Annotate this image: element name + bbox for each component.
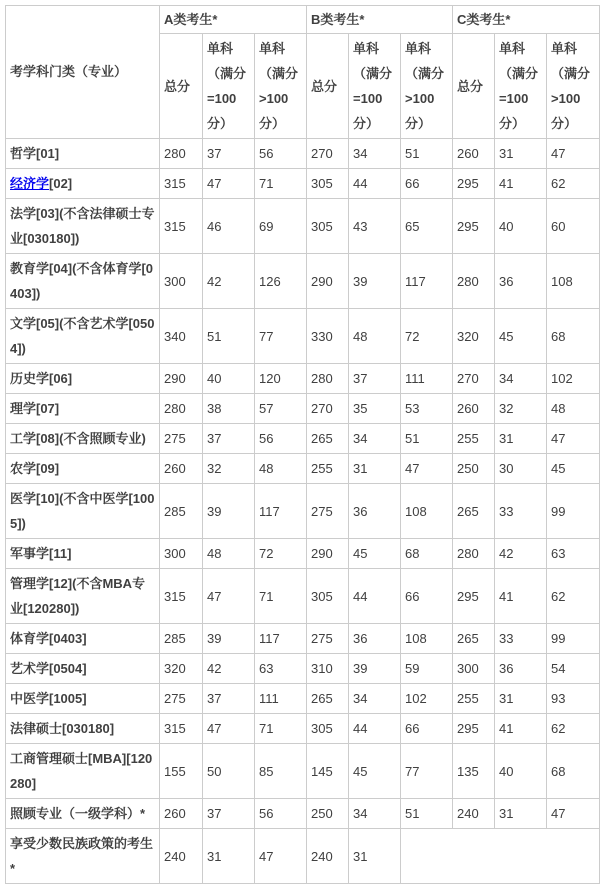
row-label: 艺术学[0504]: [6, 654, 160, 684]
score-cell: 66: [401, 169, 453, 199]
score-line-table: [5, 5, 600, 884]
score-cell: 47: [203, 169, 255, 199]
score-cell: 155: [160, 744, 203, 799]
score-cell: 40: [203, 364, 255, 394]
score-cell: 66: [401, 714, 453, 744]
score-cell: 40: [495, 744, 547, 799]
score-cell: 85: [255, 744, 307, 799]
score-cell: 68: [547, 309, 600, 364]
score-cell: 47: [547, 424, 600, 454]
score-cell: 37: [349, 364, 401, 394]
subheader-singleover100-a: 单科（满分>100分）: [255, 34, 307, 139]
table-row: [6, 829, 600, 884]
score-cell: 48: [203, 539, 255, 569]
score-cell: 275: [307, 624, 349, 654]
score-cell: 36: [495, 254, 547, 309]
subheader-singleover100-c: 单科（满分>100分）: [547, 34, 600, 139]
score-cell: 42: [203, 254, 255, 309]
score-cell: 53: [401, 394, 453, 424]
score-cell: 48: [547, 394, 600, 424]
score-cell: 31: [495, 799, 547, 829]
score-cell: 47: [401, 454, 453, 484]
group-header-b: B类考生*: [307, 6, 453, 34]
score-cell: 310: [307, 654, 349, 684]
score-cell: 255: [453, 424, 495, 454]
row-label: 历史学[06]: [6, 364, 160, 394]
score-cell: 41: [495, 569, 547, 624]
score-cell: 45: [547, 454, 600, 484]
score-cell: 34: [349, 139, 401, 169]
score-cell: 111: [255, 684, 307, 714]
row-label: 法律硕士[030180]: [6, 714, 160, 744]
empty-cell: [401, 829, 600, 884]
score-cell: 117: [255, 484, 307, 539]
score-cell: 45: [349, 744, 401, 799]
score-cell: 62: [547, 169, 600, 199]
score-cell: 295: [453, 714, 495, 744]
score-cell: 320: [453, 309, 495, 364]
score-cell: 63: [255, 654, 307, 684]
score-cell: 41: [495, 169, 547, 199]
row-label: 哲学[01]: [6, 139, 160, 169]
score-cell: 240: [160, 829, 203, 884]
score-cell: 42: [203, 654, 255, 684]
score-cell: 250: [453, 454, 495, 484]
score-cell: 37: [203, 684, 255, 714]
score-cell: 270: [307, 394, 349, 424]
row-label: 教育学[04](不含体育学[0403]): [6, 254, 160, 309]
score-cell: 315: [160, 569, 203, 624]
score-cell: 47: [547, 799, 600, 829]
score-cell: 270: [307, 139, 349, 169]
row-label: 中医学[1005]: [6, 684, 160, 714]
row-label: 工商管理硕士[MBA][120280]: [6, 744, 160, 799]
score-cell: 41: [495, 714, 547, 744]
score-cell: 260: [160, 454, 203, 484]
score-cell: 45: [495, 309, 547, 364]
score-cell: 275: [160, 684, 203, 714]
score-cell: 77: [255, 309, 307, 364]
table-header-row-groups: [6, 6, 600, 34]
score-cell: 280: [307, 364, 349, 394]
table-row: [6, 454, 600, 484]
score-cell: 44: [349, 714, 401, 744]
score-cell: 45: [349, 539, 401, 569]
score-cell: 305: [307, 169, 349, 199]
score-cell: 68: [401, 539, 453, 569]
score-cell: 72: [401, 309, 453, 364]
row-label: 管理学[12](不含MBA专业[120280]): [6, 569, 160, 624]
score-cell: 57: [255, 394, 307, 424]
score-cell: 265: [307, 424, 349, 454]
score-cell: 47: [203, 714, 255, 744]
score-cell: 33: [495, 484, 547, 539]
score-cell: 56: [255, 799, 307, 829]
table-row: [6, 714, 600, 744]
row-label: 法学[03](不含法律硕士专业[030180]): [6, 199, 160, 254]
score-cell: 285: [160, 484, 203, 539]
score-cell: 34: [349, 684, 401, 714]
table-row: [6, 484, 600, 539]
score-cell: 60: [547, 199, 600, 254]
table-row: [6, 394, 600, 424]
score-cell: 275: [307, 484, 349, 539]
score-cell: 260: [453, 139, 495, 169]
score-cell: 38: [203, 394, 255, 424]
score-cell: 46: [203, 199, 255, 254]
score-cell: 48: [255, 454, 307, 484]
row-label: 军事学[11]: [6, 539, 160, 569]
subheader-total-a: 总分: [160, 34, 203, 139]
row-label: [6, 169, 160, 199]
score-cell: 31: [495, 139, 547, 169]
score-cell: 145: [307, 744, 349, 799]
score-cell: 34: [349, 799, 401, 829]
score-cell: 77: [401, 744, 453, 799]
score-cell: 65: [401, 199, 453, 254]
score-cell: 108: [401, 624, 453, 654]
score-cell: 275: [160, 424, 203, 454]
score-cell: 43: [349, 199, 401, 254]
score-cell: 47: [203, 569, 255, 624]
table-row: [6, 169, 600, 199]
score-cell: 280: [160, 394, 203, 424]
row-label: 体育学[0403]: [6, 624, 160, 654]
score-cell: 295: [453, 199, 495, 254]
score-cell: 51: [401, 424, 453, 454]
score-cell: 305: [307, 569, 349, 624]
score-cell: 300: [160, 254, 203, 309]
table-row: [6, 654, 600, 684]
table-row: [6, 139, 600, 169]
subheader-total-c: 总分: [453, 34, 495, 139]
score-cell: 39: [203, 624, 255, 654]
score-cell: 295: [453, 169, 495, 199]
row-label: 理学[07]: [6, 394, 160, 424]
table-row: [6, 744, 600, 799]
score-cell: 48: [349, 309, 401, 364]
score-cell: 44: [349, 169, 401, 199]
score-cell: 117: [255, 624, 307, 654]
row-label: 文学[05](不含艺术学[0504]): [6, 309, 160, 364]
subheader-single100-b: 单科（满分=100分）: [349, 34, 401, 139]
score-cell: 71: [255, 169, 307, 199]
score-cell: 108: [401, 484, 453, 539]
score-cell: 34: [349, 424, 401, 454]
score-cell: 240: [307, 829, 349, 884]
score-cell: 35: [349, 394, 401, 424]
score-cell: 47: [255, 829, 307, 884]
score-cell: 255: [453, 684, 495, 714]
score-cell: 290: [160, 364, 203, 394]
score-cell: 315: [160, 169, 203, 199]
score-cell: 300: [160, 539, 203, 569]
score-cell: 111: [401, 364, 453, 394]
row-label: 享受少数民族政策的考生*: [6, 829, 160, 884]
score-cell: 59: [401, 654, 453, 684]
table-row: [6, 364, 600, 394]
table-row: [6, 684, 600, 714]
score-cell: 120: [255, 364, 307, 394]
score-cell: 280: [453, 539, 495, 569]
score-cell: 32: [203, 454, 255, 484]
table-row: [6, 569, 600, 624]
table-row: [6, 199, 600, 254]
score-cell: 71: [255, 569, 307, 624]
table-row: [6, 424, 600, 454]
score-cell: 126: [255, 254, 307, 309]
score-cell: 117: [401, 254, 453, 309]
score-cell: 71: [255, 714, 307, 744]
score-cell: 30: [495, 454, 547, 484]
score-cell: 31: [349, 454, 401, 484]
score-cell: 260: [160, 799, 203, 829]
score-cell: 34: [495, 364, 547, 394]
score-cell: 315: [160, 199, 203, 254]
row-label: 医学[10](不含中医学[1005]): [6, 484, 160, 539]
score-cell: 320: [160, 654, 203, 684]
score-cell: 265: [307, 684, 349, 714]
table-row: [6, 799, 600, 829]
score-cell: 108: [547, 254, 600, 309]
score-cell: 255: [307, 454, 349, 484]
score-cell: 36: [349, 484, 401, 539]
subheader-total-b: 总分: [307, 34, 349, 139]
subheader-single100-a: 单科（满分=100分）: [203, 34, 255, 139]
score-cell: 290: [307, 254, 349, 309]
score-cell: 300: [453, 654, 495, 684]
score-cell: 37: [203, 799, 255, 829]
score-cell: 72: [255, 539, 307, 569]
score-cell: 260: [453, 394, 495, 424]
score-cell: 54: [547, 654, 600, 684]
score-cell: 63: [547, 539, 600, 569]
score-cell: 280: [453, 254, 495, 309]
score-cell: 32: [495, 394, 547, 424]
subheader-single100-c: 单科（满分=100分）: [495, 34, 547, 139]
score-cell: 51: [401, 799, 453, 829]
score-cell: 68: [547, 744, 600, 799]
score-cell: 31: [203, 829, 255, 884]
subheader-singleover100-b: 单科（满分>100分）: [401, 34, 453, 139]
score-cell: 56: [255, 424, 307, 454]
score-cell: 37: [203, 139, 255, 169]
score-cell: 62: [547, 714, 600, 744]
score-cell: 36: [349, 624, 401, 654]
score-cell: 36: [495, 654, 547, 684]
score-cell: 69: [255, 199, 307, 254]
score-cell: 37: [203, 424, 255, 454]
row-label-suffix: [02]: [49, 176, 73, 191]
score-cell: 62: [547, 569, 600, 624]
row-label: 农学[09]: [6, 454, 160, 484]
score-cell: 99: [547, 484, 600, 539]
score-cell: 99: [547, 624, 600, 654]
row-label: 工学[08](不含照顾专业): [6, 424, 160, 454]
score-cell: 330: [307, 309, 349, 364]
score-cell: 31: [349, 829, 401, 884]
corner-header: 考学科门类（专业）: [6, 6, 160, 139]
score-cell: 39: [203, 484, 255, 539]
score-cell: 39: [349, 654, 401, 684]
score-cell: 56: [255, 139, 307, 169]
score-cell: 31: [495, 684, 547, 714]
table-row: [6, 624, 600, 654]
group-header-a: A类考生*: [160, 6, 307, 34]
score-cell: 51: [401, 139, 453, 169]
major-link[interactable]: 经济学: [10, 176, 50, 191]
score-cell: 33: [495, 624, 547, 654]
table-row: [6, 309, 600, 364]
score-cell: 51: [203, 309, 255, 364]
table-row: [6, 539, 600, 569]
score-cell: 44: [349, 569, 401, 624]
score-cell: 102: [547, 364, 600, 394]
score-cell: 305: [307, 714, 349, 744]
score-cell: 135: [453, 744, 495, 799]
score-cell: 42: [495, 539, 547, 569]
row-label: 照顾专业（一级学科）*: [6, 799, 160, 829]
score-cell: 305: [307, 199, 349, 254]
score-cell: 50: [203, 744, 255, 799]
score-cell: 240: [453, 799, 495, 829]
score-cell: 40: [495, 199, 547, 254]
score-cell: 39: [349, 254, 401, 309]
score-cell: 265: [453, 484, 495, 539]
score-cell: 280: [160, 139, 203, 169]
score-cell: 290: [307, 539, 349, 569]
score-cell: 270: [453, 364, 495, 394]
score-cell: 66: [401, 569, 453, 624]
score-cell: 340: [160, 309, 203, 364]
score-cell: 93: [547, 684, 600, 714]
score-cell: 285: [160, 624, 203, 654]
score-cell: 31: [495, 424, 547, 454]
score-cell: 250: [307, 799, 349, 829]
score-cell: 102: [401, 684, 453, 714]
score-cell: 295: [453, 569, 495, 624]
group-header-c: C类考生*: [453, 6, 600, 34]
score-cell: 47: [547, 139, 600, 169]
table-row: [6, 254, 600, 309]
score-cell: 265: [453, 624, 495, 654]
score-cell: 315: [160, 714, 203, 744]
